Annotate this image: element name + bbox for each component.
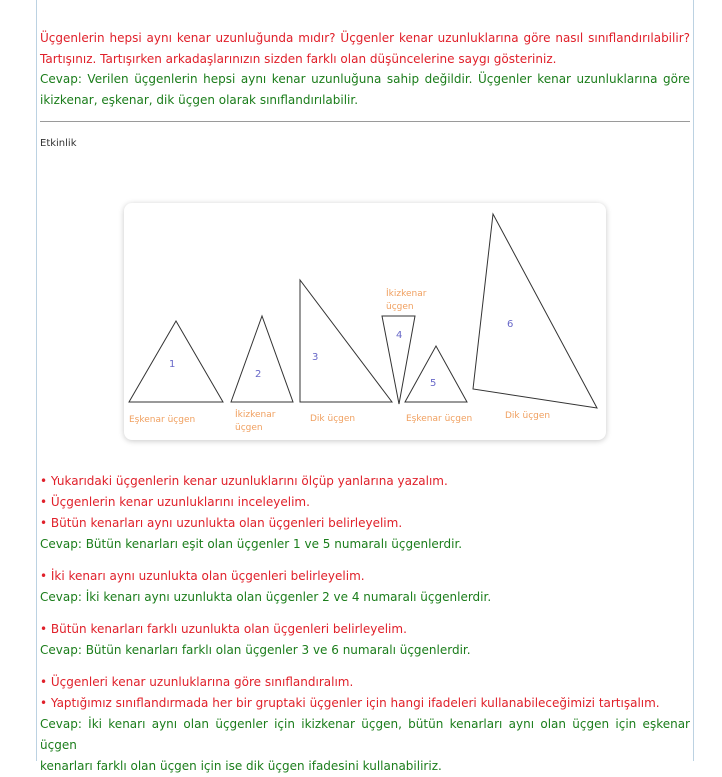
task-answer: Cevap: Bütün kenarları eşit olan üçgenler 1 ve 5 numaralı üçgenlerdir. (40, 537, 463, 551)
triangle-4-label-line-1: İkizkenar (386, 289, 427, 299)
triangles-figure (124, 203, 606, 440)
question-answer-line-2: ikizkenar, eşkenar, dik üçgen olarak sınıflandırılabilir. (40, 92, 359, 107)
triangle-4-number: 4 (396, 330, 403, 341)
triangle-4-label-line-2: üçgen (386, 302, 414, 312)
triangles-drawing (124, 203, 606, 440)
question-block (40, 28, 690, 110)
task-item: • Üçgenlerin kenar uzunluklarını inceleyelim. (40, 495, 310, 509)
task-group-4 (40, 672, 690, 777)
task-answer: Cevap: İki kenarı aynı uzunlukta olan üçgenler 2 ve 4 numaralı üçgenlerdir. (40, 590, 492, 604)
task-item: • Yaptığımız sınıflandırmada her bir gruptaki üçgenler için hangi ifadeleri kullanabileceğimizi tartışalım. (40, 696, 660, 710)
task-item: • Yukarıdaki üçgenlerin kenar uzunluklarını ölçüp yanlarına yazalım. (40, 474, 448, 488)
triangle-5 (405, 346, 467, 402)
task-answer-line-1: Cevap: İki kenarı aynı olan üçgenler için ikizkenar üçgen, bütün kenarları aynı olan üçgen için eşkenar üçgen (40, 717, 690, 752)
triangle-2-label-line-1: İkizkenar (235, 410, 276, 420)
triangle-5-number: 5 (430, 378, 437, 389)
task-item: • Bütün kenarları farklı uzunlukta olan üçgenleri belirleyelim. (40, 622, 407, 636)
triangle-1-number: 1 (169, 359, 176, 370)
task-group-2 (40, 566, 690, 608)
task-answer: Cevap: Bütün kenarları farklı olan üçgenler 3 ve 6 numaralı üçgenlerdir. (40, 643, 471, 657)
question-answer-line-1: Cevap: Verilen üçgenlerin hepsi aynı kenar uzunluğuna sahip değildir. Üçgenler kenar uzunluklarına göre (40, 72, 690, 86)
activity-title: Etkinlik (40, 138, 77, 149)
triangle-1-label: Eşkenar üçgen (129, 415, 196, 425)
task-group-3 (40, 619, 690, 661)
triangle-1 (129, 321, 223, 402)
triangle-2 (231, 316, 293, 402)
triangle-3-label: Dik üçgen (310, 414, 356, 424)
triangle-3 (300, 280, 392, 402)
triangle-2-label-line-2: üçgen (235, 423, 263, 433)
divider (40, 121, 690, 122)
task-group-1 (40, 471, 690, 555)
question-line-2: Tartışınız. Tartışırken arkadaşlarınızın sizden farklı olan düşüncelerine saygı gösteriniz. (40, 51, 557, 66)
triangle-6 (473, 214, 597, 408)
triangle-6-label: Dik üçgen (505, 411, 551, 421)
triangle-2-number: 2 (255, 369, 262, 380)
triangle-5-label: Eşkenar üçgen (406, 414, 473, 424)
question-line-1: Üçgenlerin hepsi aynı kenar uzunluğunda mıdır? Üçgenler kenar uzunluklarına göre nasıl sınıflandırılabilir? (40, 31, 690, 45)
triangle-3-number: 3 (312, 352, 319, 363)
task-item: • Bütün kenarları aynı uzunlukta olan üçgenleri belirleyelim. (40, 516, 403, 530)
task-item: • Üçgenleri kenar uzunluklarına göre sınıflandıralım. (40, 675, 354, 689)
triangle-6-number: 6 (507, 319, 514, 330)
task-answer-line-2: kenarları farklı olan üçgen için ise dik üçgen ifadesini kullanabiliriz. (40, 759, 442, 773)
task-item: • İki kenarı aynı uzunlukta olan üçgenleri belirleyelim. (40, 569, 365, 583)
